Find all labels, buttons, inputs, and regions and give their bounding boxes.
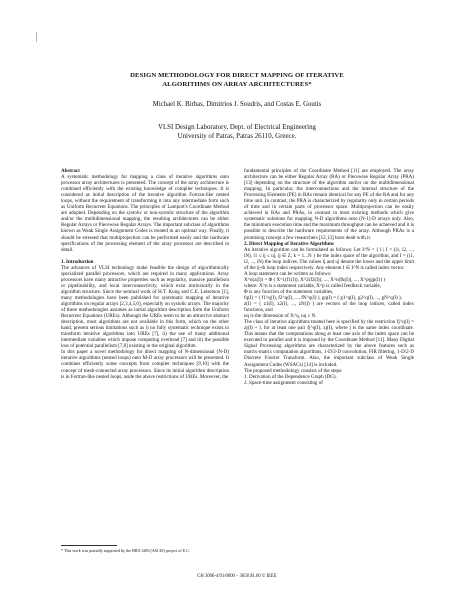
section-2-paragraph-4: Φ is any function of the statement variables, xyxy=(244,288,334,295)
introduction-paragraph-2: In this paper a novel methodology for direct mapping of N-dimensional (N-D) iterative algorithms (nested loops) onto M-D array processors will be presented. It combines efficiently some concepts from compiler techniques [9,10] with the concept of mesh-connected array processors. Since its initial algorithm description is in Fortran-like nested loops, aside the above restrictions of UREs. Moreover, the xyxy=(61,349,229,380)
right-column xyxy=(244,168,414,386)
section-2-paragraph-1: An iterative algorithm can be formulated as follows: Let I^N = { I | I = (i1, i2, ..., iN), i1 ≤ ij ≤ uj, ij ∈ Z, k = 1...N } be the index space of the algorithm, and I = (i1, i2, ..., iN) the loop indices. The values lj and uj denote the lower and the upper limit of the ij-th loop index respectively. Any element I ∈ I^N is called index vector. xyxy=(244,246,414,271)
affiliation-line-2: University of Patras, Patras 26110, Greece. xyxy=(177,132,297,140)
section-2-paragraph-3: where: X^n is a statement variable, X^p is called feedback variable, xyxy=(244,282,382,289)
scan-margin-mark xyxy=(36,32,37,42)
right-paragraph-1: fundamental principles of the Coordinate Method [11] are employed. The array architecture can be either Regular Array (RA) or Piecewise Regular Array (PRA) [13] depending on the structure of the algorithm and/or on the multidimensional mapping. In particular, the interconnections and the internal structure of the Processing Elements (PE) in RAs remain identical for any PE of the RA and for any time unit. In contrast, the PRA is characterized by regularity only in certain periods of time and in certain parts of processor space. Multiprojection can be easily achieved in RAs and PRAs, in contrast to most existing methods which give systematic solutions for mapping N-D algorithms onto (N-1)-D arrays only. Also, the minimum execution time and the maximum throughput can be achieved and it is possible to describe the hardware requirements of the array. Although PRAs is a promising concept a few researchers [12,13] have dealt with it. xyxy=(244,168,415,241)
copyright-line: CH 3006-4/91/0000 – 3058 $1.00 © IEEE xyxy=(197,574,277,579)
affiliation-line-1: VLSI Design Laboratory, Dept. of Electrical Engineering xyxy=(158,124,316,131)
abstract-text: A systematic methodology for mapping a class of iterative algorithms onto processor array architectures is presented. The concept of the array architecture is combined efficiently with the existing knowledge of compiler techniques. It is considered as initial description of the iterative algorithm Fortran-like nested loops, without the requirement of transforming it into any intermediate form such as Uniform Recurrent Equations. The principles of Lamport's Coordinate Method are adopted. Depending on the systolic or non-systolic structure of the algorithm and/or the multidimensional mapping, the resulting architectures can be either Regular Arrays or Piecewise Regular Arrays. The important subclass of algorithms known as Weak Single Assignment Codes is treated in an optimal way. Finally, it should be stressed that multiprojection can be performed easily and the hardware specifications of the processing element of the array processor are described in detail. xyxy=(61,174,229,253)
footnote: * This work was partially supported by the BRA 3280 (ASCIS) project of E.C. xyxy=(61,548,190,553)
affiliation xyxy=(60,124,414,141)
loop-statement-formula: X^n(z(I)) = Φ ( X^1(f1(I)), X^2(f2(I)), ..., X^n(fk(I)), ..., X^p(gp(I)) ) xyxy=(244,276,385,283)
step-1: 1. Derivation of the Dependence Graph (DG). xyxy=(244,373,337,380)
section-2-paragraph-2: A loop statement can be written as follows: xyxy=(244,270,332,277)
step-2: 2. Space-time assignment consisting of xyxy=(244,379,323,386)
z-vector-formula: z(I) = ( z1(I), z2(I), ..., zN(I) ) are vectors of the loop indices, called index functions, and xyxy=(244,301,414,314)
section-2-heading: 2. Direct Mapping of Iterative Algorithms xyxy=(244,240,334,247)
authors: Michael K. Birbas, Dimitrios J. Soudris, and Costas E. Goutis xyxy=(152,101,322,108)
abstract-heading: Abstract xyxy=(61,168,80,174)
introduction-paragraph-1: The advances of VLSI technology make feasible the design of algorithmically specialized parallel processors, which are required in many applications. Array processors have many attractive properties such as regularity, massive parallelism or pipelinability, and local interconnectivity, which exist intrinsically in the algorithm structure. Since the seminal work of H.T. Kung and C.E. Leiserson [1], many methodologies have been published for systematic mapping of iterative algorithms on regular arrays [2,3,4,5,6], especially on systolic arrays. The majority of these methodologies assumes as initial algorithm description form the Uniform Recurrent Equations (UREs). Although the UREs seem to be an attractive abstract description, most algorithms are not available in this form, which on the other hand, present serious limitations such as i) no fully systematic technique exists to transform iterative algorithms into UREs [7], ii) the use of many additional intermediate variables which impose computing overhead [7] and iii) the possible loss of potential parallelism [7,8] existing in the original algorithm. xyxy=(61,264,229,350)
title-line-1: DESIGN METHODOLOGY FOR DIRECT MAPPING OF ITERATIVE xyxy=(130,72,344,79)
introduction-heading: 1. Introduction xyxy=(61,258,94,265)
section-2-paragraph-6: The class of iterative algorithms treated here is specified by the restriction fj^q(I) = zj(I) + l, for at least one pair fj^q(I), zj(I), where j is the same index coordinate. This means that the computations along at least one axis of the index space can be executed in parallel and it is imposed by the Coordinate Method [11]. Many Digital Signal Processing algorithms are characterized by the above features such as matrix-matrix computation algorithms, 1-D/2-D convolution, FIR filtering, 1-D/2-D Discrete Fourier Transform. Also, the important subclass of Weak Single Assignment Codes (WSACs) [14] is included. xyxy=(244,319,414,368)
section-2-paragraph-5: nq is the dimension of X^q, nq ≤ N. xyxy=(244,313,317,320)
title-line-2: ALGORITHMS ON ARRAY ARCHITECTURES* xyxy=(162,80,312,88)
section-2-paragraph-7: The proposed methodology consists of the steps: xyxy=(244,367,343,374)
footnote-rule xyxy=(61,545,117,546)
left-column xyxy=(61,168,229,380)
paper-title xyxy=(60,72,414,89)
index-function-formula: fq(I) = ( f1^q(I), f2^q(I), ..., fN^q(I) ), gq(I) = ( g1^q(I), g2^q(I), ..., gN^q(I) ), xyxy=(244,294,402,301)
